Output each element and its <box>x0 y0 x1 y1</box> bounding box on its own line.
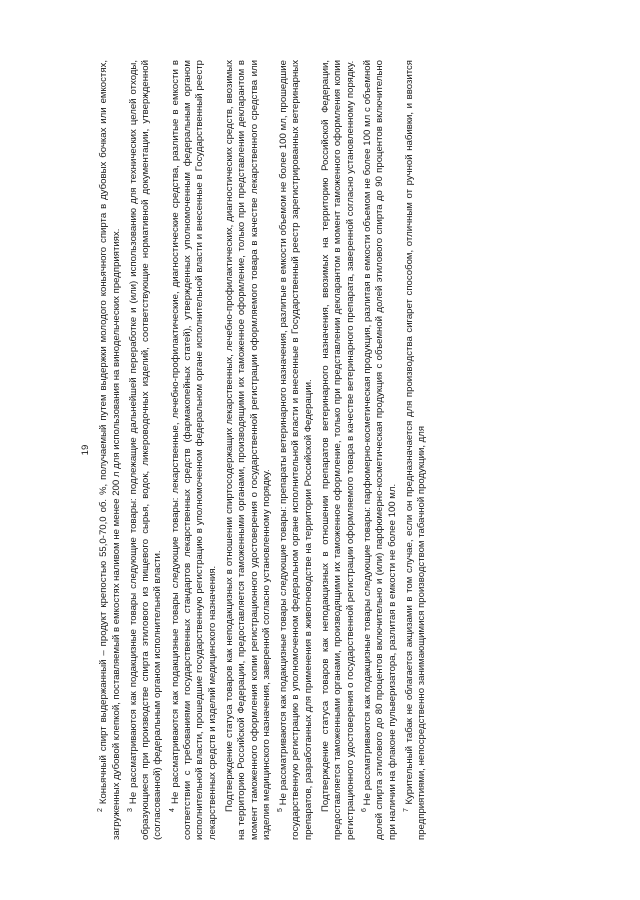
footnote-4 <box>170 60 273 840</box>
footnote-paragraph: $^6$ Не рассматриваются как подакцизные товары следующие товары: парфюмерно-косметическая продукция, разлитая в емкости объемом не более 100 мл с объемной долей спирта этилового до 80 процентов включительно и (или) парфюмерно-косметическая продукция с объемной долей этилового спирта до 90 процентов включительно при наличии на флаконе пульверизатора, разлитая в емкости не более 100 мл. <box>360 60 398 840</box>
footnote-7 <box>404 60 429 840</box>
rotated-text-block <box>80 60 580 840</box>
footnote-mark: 7 <box>402 808 410 812</box>
footnote-mark: 5 <box>276 808 284 812</box>
footnote-paragraph: $^7$ Курительный табак не облагается акцизами в том случае, если он предназначается для производства сигарет способом, отличным от ручной набивки, и ввозится предприятиями, непосредственно занимающимися производством табачной продукции, для <box>402 60 428 840</box>
footnote-3 <box>128 60 165 840</box>
footnote-paragraph: $^2$ Коньячный спирт выдержанный – продукт крепостью 55,0-70,0 об. %, получаемый путем выдержки молодого коньячного спирта в дубовых бочках или емкостях, загруженных дубовой клепкой, поставляемый в емкостях наливом не менее 200 л для использования на винодельческих предприятиях. <box>97 60 122 840</box>
footnote-paragraph: $^5$ Не рассматриваются как подакцизные товары следующие товары: препараты ветеринарного назначения, разлитые в емкости объемом не более 100 мл, прошедшие государственную регистрацию в уполномоченном федеральном органе исполнительной власти и внесенные в Государственный реестр зарегистрированных ветеринарных препаратов, разработанных для применения в животноводстве на территории Российской Федерации. <box>276 60 314 840</box>
footnote-paragraph: Подтверждение статуса товаров как неподакцизных в отношении препаратов ветеринарного назначения, ввозимых на территорию Российской Федерации, предоставляется таможенными органами, производящими их таможенное оформление, только при представлении декларантом в момент таможенного оформления копии регистрационного удостоверения о государственной регистрации оформляемого товара в качестве ветеринарного препарата, заверенной согласно установленному порядку. <box>320 60 356 840</box>
page-number: 19 <box>80 444 91 456</box>
footnote-mark: 6 <box>360 808 368 812</box>
footnote-paragraph: Подтверждение статуса товаров как неподакцизных в отношении спиртосодержащих лекарственных, лечебно-профилактических, диагностических средств, ввозимых на территорию Российской Федерации, предоставляется таможенными органами, производящими их таможенное оформление, только при представлении декларантом в момент таможенного оформления копии регистрационного удостоверения о государственной регистрации оформляемого товара в качестве лекарственного средства или изделия медицинского назначения, заверенной согласно установленному порядку. <box>223 60 272 840</box>
footnote-mark: 4 <box>168 808 176 812</box>
footnote-mark: 2 <box>97 808 105 812</box>
footnote-5 <box>278 60 357 840</box>
footnote-6 <box>362 60 399 840</box>
footnote-paragraph: $^3$ Не рассматриваются как подакцизные товары следующие товары: подлежащие дальнейшей переработке и (или) использованию для технических целей отходы, образующиеся при производстве спирта этилового из пищевого сырья, водок, ликероводочных изделий, соответствующие нормативной документации, утвержденной (согласованной) федеральным органом исполнительной власти. <box>126 60 164 840</box>
footnote-mark: 3 <box>126 808 134 812</box>
footnote-paragraph: $^4$ Не рассматриваются как подакцизные товары следующие товары: лекарственные, лечебно-профилактические, диагностические средства, разлитые в емкости в соответствии с требованиями государственных стандартов лекарственных средств (фармакопейных статей), утвержденных уполномоченным федеральным органом исполнительной власти, прошедшие государственную регистрацию в уполномоченном федеральном органе исполнительной власти и внесенные в Государственный реестр лекарственных средств и изделий медицинского назначения. <box>168 60 218 840</box>
footnote-2 <box>98 60 123 840</box>
